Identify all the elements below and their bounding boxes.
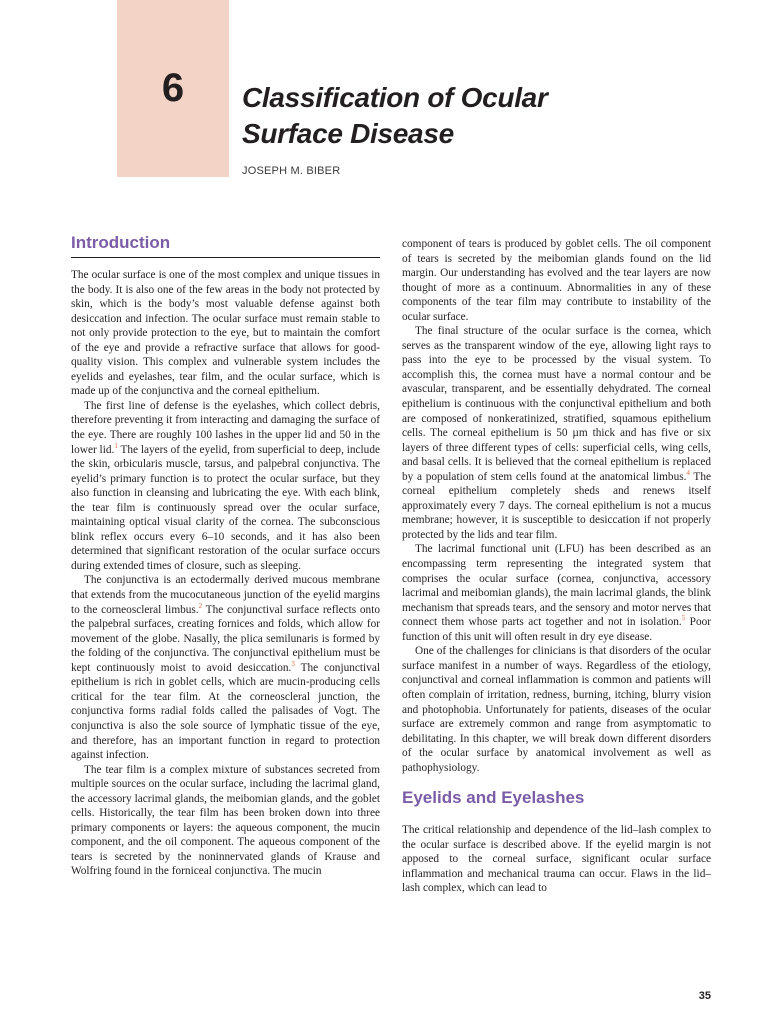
citation-ref-2[interactable]: 2 bbox=[198, 601, 203, 610]
intro-paragraph-2-part-b: The layers of the eyelid, from superficial to deep, include the skin, orbicularis muscle, tarsus, and palpebral conjunctiva. The eyelid’s primary function is to protect the ocular surface, but they also function in cleansing and lubricating the eye. With each blink, the tear film is continuously spread over the ocular surface, maintaining optical visual clarity of the cornea. The subconscious blink reflex occurs every 6–10 seconds, and it has also been determined that significant restoration of the ocular surface occurs during extended times of closure, such as sleeping. bbox=[71, 443, 380, 572]
intro-paragraph-3-part-a: The conjunctiva is an ectodermally derived mucous membrane that extends from the mucocutaneous junction of the eyelid margins to the corneoscleral limbus. bbox=[71, 574, 380, 616]
chapter-number: 6 bbox=[161, 66, 185, 110]
citation-ref-4[interactable]: 4 bbox=[686, 468, 690, 477]
citation-ref-5[interactable]: 5 bbox=[681, 614, 686, 623]
introduction-heading: Introduction bbox=[71, 232, 380, 258]
intro-paragraph-4-continued: component of tears is produced by goblet cells. The oil component of tears is secreted by the meibomian glands found on the lid margin. Our understanding has evolved and the tear layers are now thought of more as a continuum. Abnormalities in any of these components of the tear film may contribute to instability of the ocular surface. bbox=[402, 238, 711, 323]
intro-paragraph-4: The tear film is a complex mixture of substances secreted from multiple sources on the ocular surface, including the lacrimal gland, the accessory lacrimal glands, the meibomian glands, and the goblet cells. Historically, the tear film has been broken down into three primary components or layers: the aqueous component, the mucin component, and the oil component. The aqueous component of the tears is secreted by the noninnervated glands of Krause and Wolfring found in the forniceal conjunctiva. The mucin bbox=[71, 763, 380, 878]
citation-ref-1[interactable]: 1 bbox=[114, 441, 118, 450]
intro-paragraph-2 bbox=[71, 399, 380, 574]
page-number: 35 bbox=[698, 990, 711, 1002]
citation-ref-3[interactable]: 3 bbox=[291, 660, 295, 668]
intro-paragraph-2-part-a: The first line of defense is the eyelashes, which collect debris, therefore preventing it from interacting and damaging the surface of the eye. There are roughly 100 lashes in the upper lid and 50 in the lower lid. bbox=[71, 399, 380, 456]
intro-paragraph-7: One of the challenges for clinicians is that disorders of the ocular surface manifest in a number of ways. Regardless of the etiology, conjunctival and corneal inflammation is common and patients will often complain of irritation, redness, burning, itching, blurry vision and photophobia. Unfortunately for patients, diseases of the ocular surface are extremely common and range from asymptomatic to debilitating. In this chapter, we will break down different disorders of the ocular surface by anatomical involvement as well as pathophysiology. bbox=[402, 645, 711, 774]
right-column bbox=[402, 237, 711, 896]
intro-paragraph-5-part-a: The final structure of the ocular surface is the cornea, which serves as the transparent window of the eye, allowing light rays to pass into the eye to be processed by the visual system. To accomplish this, the cornea must have a normal contour and be avascular, transparent, and be essentially dehydrated. The corneal epithelium is continuous with the conjunctival epithelium and both are composed of nonkeratinized, stratified, squamous epithelium cells. The corneal epithelium is 50 µm thick and has five or six layers of three different types of cells: superficial cells, wing cells, and basal cells. It is believed that the corneal epithelium is replaced by a population of stem cells found at the anatomical limbus. bbox=[402, 325, 711, 483]
chapter-title-line-1: Classification of Ocular bbox=[242, 82, 548, 113]
intro-paragraph-5 bbox=[402, 324, 711, 542]
intro-paragraph-3-part-b: The conjunctival surface reflects onto the palpebral surfaces, creating fornices and folds, which allow for movement of the globe. Nasally, the plica semilunaris is formed by the folding of the conjunctiva. The conjunctival epithelium must be kept continuously moist to avoid desiccation. bbox=[71, 603, 380, 674]
intro-paragraph-3-part-c: The conjunctival epithelium is rich in goblet cells, which are mucin-producing cells critical for the tear film. At the corneoscleral junction, the conjunctiva forms radial folds called the palisades of Vogt. The conjunctiva is also the sole source of lymphatic tissue of the eye, and therefore, has an important function in regard to protection against infection. bbox=[71, 661, 380, 762]
chapter-title-line-2: Surface Disease bbox=[242, 118, 454, 149]
intro-paragraph-6-part-a: The lacrimal functional unit (LFU) has been described as an encompassing term representing the integrated system that comprises the ocular surface (cornea, conjunctiva, accessory lacrimal and meibomian glands), the main lacrimal glands, the blink mechanism that spreads tears, and the sensory and motor nerves that connect them whose parts act together and not in isolation. bbox=[402, 543, 712, 629]
intro-paragraph-3 bbox=[71, 573, 380, 762]
eyelids-paragraph-1: The critical relationship and dependence of the lid–lash complex to the ocular surface is described above. If the eyelid margin is not apposed to the corneal surface, significant ocular surface inflammation and mechanical trauma can occur. Flaws in the lid–lash complex, which can lead to bbox=[402, 824, 711, 895]
intro-paragraph-1: The ocular surface is one of the most complex and unique tissues in the body. It is also one of the few areas in the body not protected by skin, which is the body’s most valuable defense against both desiccation and infection. The ocular surface must remain stable to not only provide protection to the eye, but to maintain the comfort of the eye and provide a refractive surface that allows for good-quality vision. This complex and vulnerable system includes the eyelids and eyelashes, tear film, and the ocular surface, which is made up of the conjunctiva and the corneal epithelium. bbox=[71, 269, 380, 398]
intro-paragraph-6 bbox=[402, 542, 711, 644]
intro-paragraph-5-part-b: The corneal epithelium completely sheds and renews itself approximately every 7 days. The corneal epithelium is not a mucus membrane; however, it is susceptible to desiccation if not properly protected by the lids and tear film. bbox=[402, 470, 711, 541]
left-column bbox=[71, 232, 380, 879]
chapter-number-box bbox=[117, 0, 229, 177]
chapter-author: JOSEPH M. BIBER bbox=[242, 165, 341, 177]
eyelids-heading: Eyelids and Eyelashes bbox=[402, 788, 585, 808]
chapter-title bbox=[242, 80, 548, 152]
intro-paragraph-6-part-b: Poor function of this unit will often result in dry eye disease. bbox=[402, 616, 712, 643]
